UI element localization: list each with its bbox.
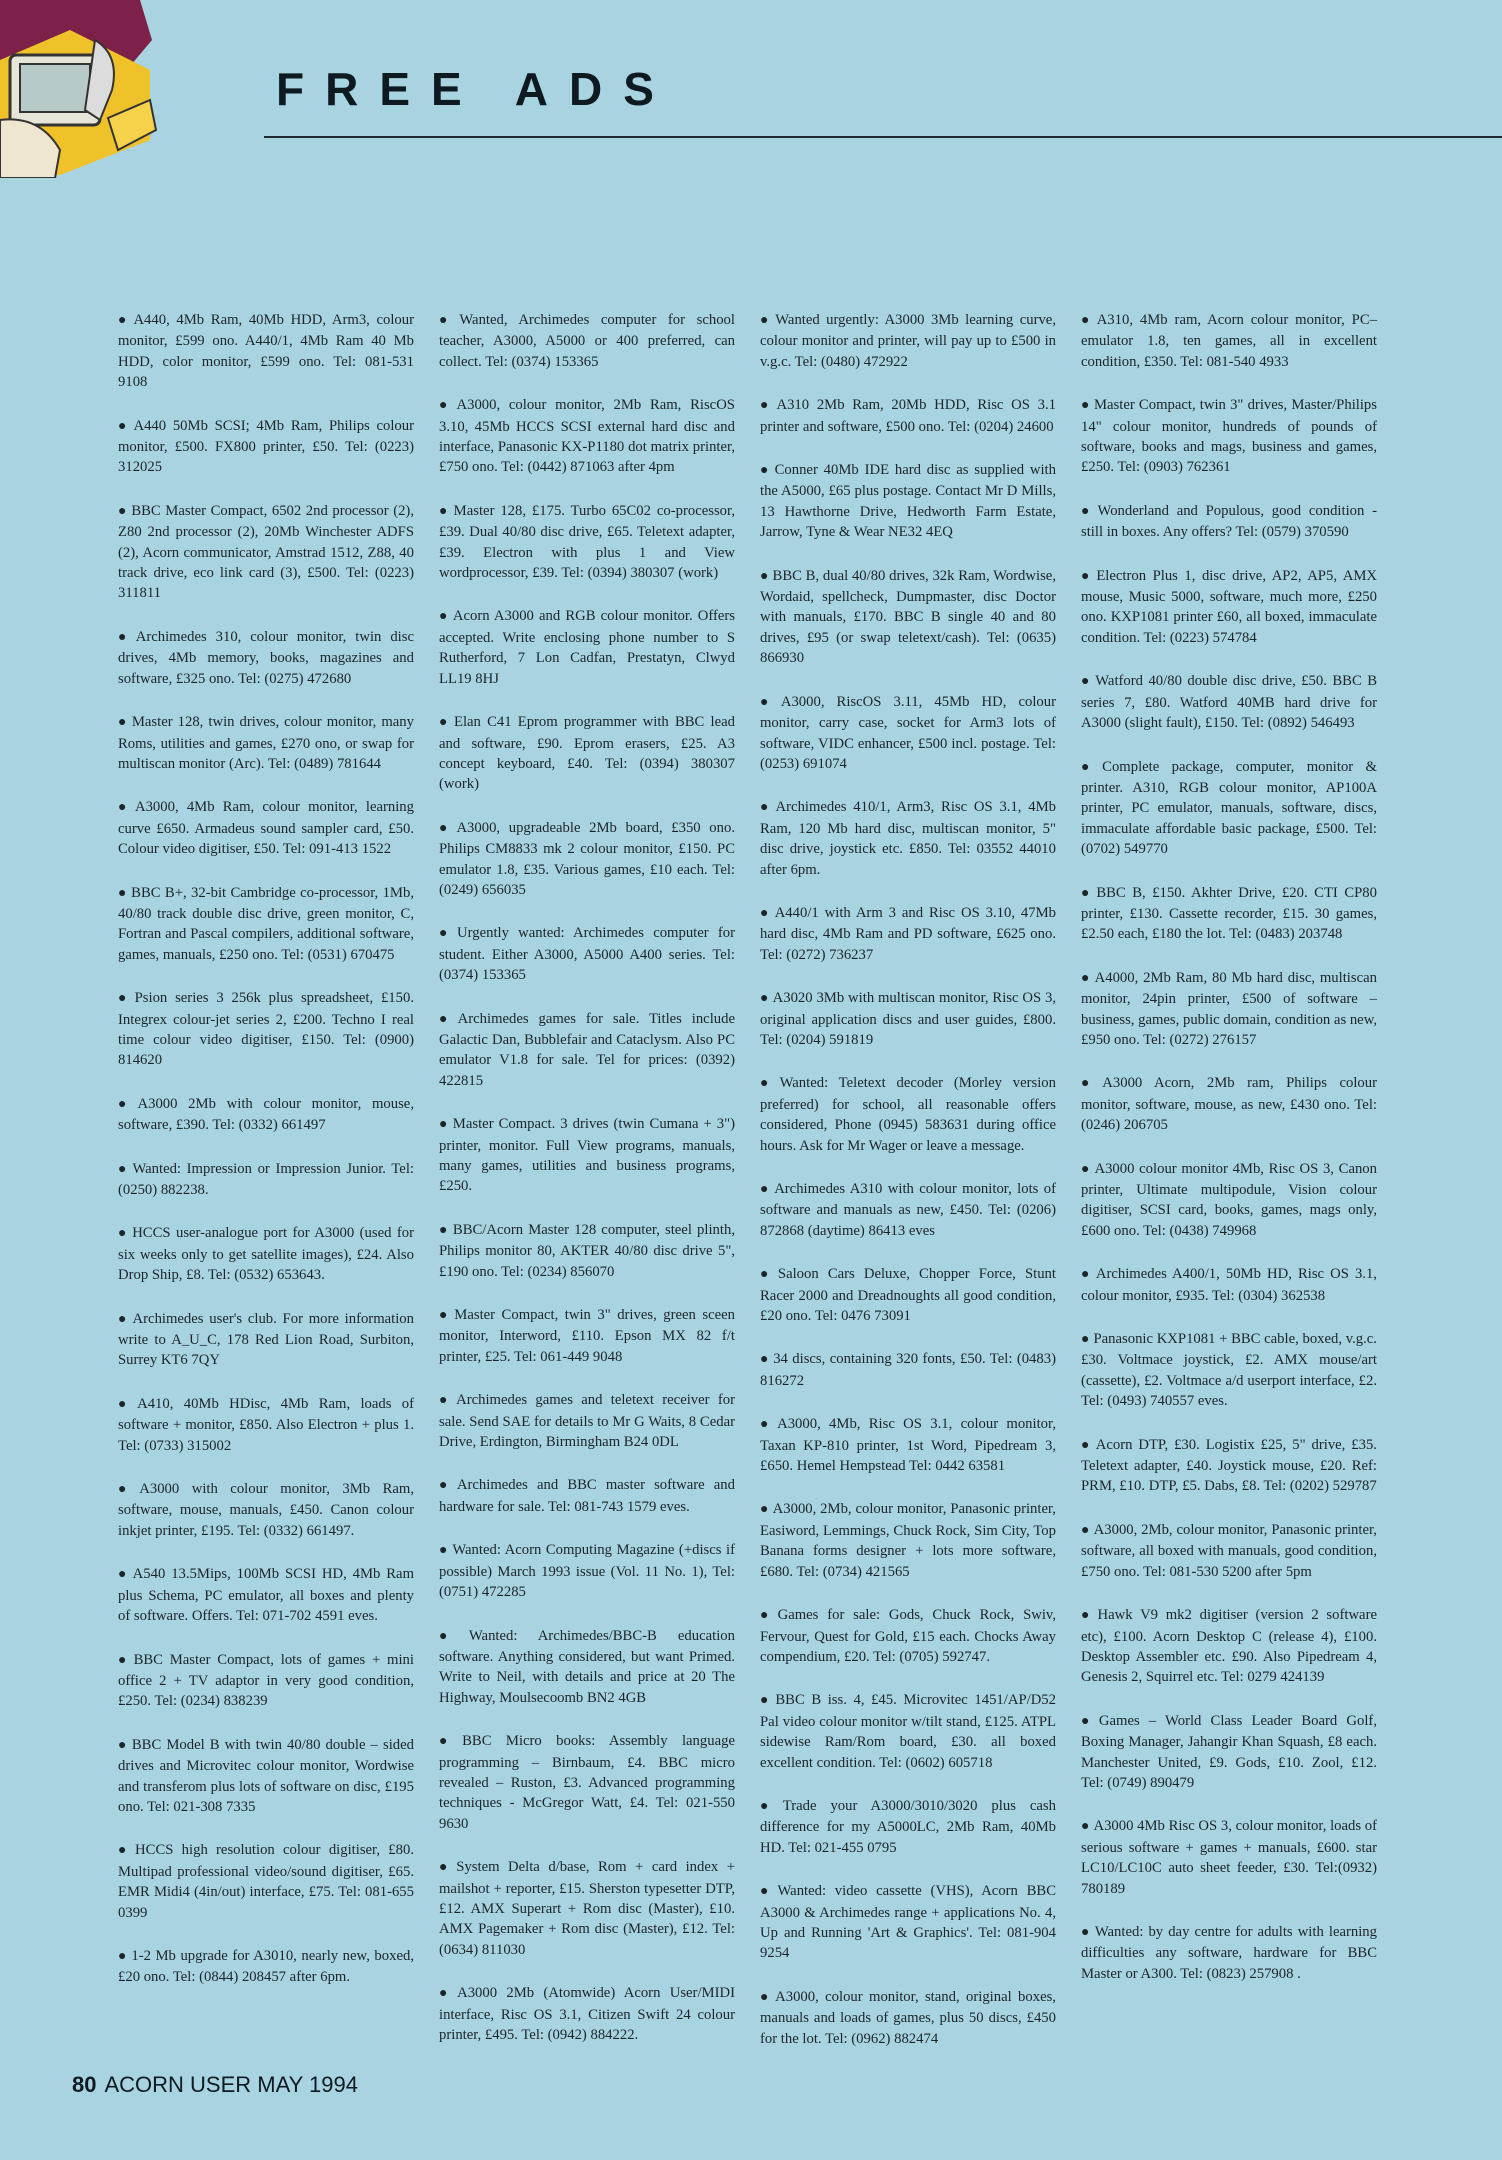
ad-text: Master Compact, twin 3" drives, green sceen monitor, Interword, £110. Epson MX 82 f/t printer, £25. Tel: 061-449 9048 [439,1307,735,1365]
classified-ad [118,310,414,393]
classified-ad [118,1564,414,1626]
bullet-icon: ● [760,905,771,921]
bullet-icon: ● [1081,970,1091,986]
classified-ad [439,923,735,985]
ads-column-3 [760,310,1056,2049]
ad-text: A540 13.5Mips, 100Mb SCSI HD, 4Mb Ram plus Schema, PC emulator, all boxes and plenty of software. Offers. Tel: 071-702 4591 eves. [118,1566,414,1625]
ad-text: A3000 2Mb with colour monitor, mouse, software, £390. Tel: (0332) 661497 [118,1095,414,1134]
ad-text: A310, 4Mb ram, Acorn colour monitor, PC– emulator 1.8, ten games, all in excellent condition, £350. Tel: 081-540 4933 [1081,312,1377,370]
classified-ad [439,310,735,372]
ad-text: HCCS high resolution colour digitiser, £80. Multipad professional video/sound digitiser, £65. EMR Midi4 (4in/out) interface, £75. Tel: 081-655 0399 [118,1842,414,1921]
ad-text: System Delta d/base, Rom + card index + mailshot + reporter, £15. Sherston typesetter DTP, £12. AMX Superart + Rom disc (Master), £10. AMX Pagemaker + Rom disc (Master), £12. Tel: (0634) 811030 [439,1859,735,1958]
ad-text: Archimedes games and teletext receiver for sale. Send SAE for details to Mr G Waits, 8 Cedar Drive, Erdington, Birmingham B24 0DL [439,1392,735,1451]
classified-ad [118,1159,414,1201]
ad-text: A3000, colour monitor, stand, original boxes, manuals and loads of games, plus 50 discs, £450 for the lot. Tel: (0962) 882474 [760,1988,1056,2047]
bullet-icon: ● [1081,568,1093,584]
bullet-icon: ● [1081,885,1093,901]
classified-ad [1081,1605,1377,1688]
classified-ad [439,1114,735,1197]
classified-ad [1081,395,1377,478]
bullet-icon: ● [118,1161,129,1177]
bullet-icon: ● [1081,674,1092,690]
ad-text: Urgently wanted: Archimedes computer for student. Either A3000, A5000 A400 series. Tel: (0374) 153365 [439,925,735,984]
bullet-icon: ● [1081,1437,1092,1453]
ad-text: BBC B+, 32-bit Cambridge co-processor, 1Mb, 40/80 track double disc drive, green monitor, C, Fortran and Pascal compilers, additional software, games, manuals, £250 ono. Tel: (0531) 670475 [118,884,414,963]
classified-ad [1081,1520,1377,1582]
classified-ad [1081,757,1377,860]
bullet-icon: ● [760,1989,772,2005]
ad-text: Hawk V9 mk2 digitiser (version 2 software etc), £100. Acorn Desktop C (release 4), £100. Desktop Assembler etc. £90. Also Pipedream 4, Genesis 2, Squirrel etc. Tel: 0279 424139 [1081,1607,1377,1686]
bullet-icon: ● [118,1567,129,1583]
ad-text: Conner 40Mb IDE hard disc as supplied with the A5000, £65 plus postage. Contact Mr D Mills, 13 Hawthorne Drive, Hedworth Farm Estate, Jarrow, Tyne & Wear NE32 4EQ [760,462,1056,541]
bullet-icon: ● [439,503,450,519]
ad-text: Archimedes user's club. For more information write to A_U_C, 178 Red Lion Road, Surbiton, Surrey KT6 7QY [118,1310,414,1369]
bullet-icon: ● [118,715,128,731]
classified-ad [1081,1711,1377,1794]
ad-text: A410, 40Mb HDisc, 4Mb Ram, loads of software + monitor, £850. Also Electron + plus 1. Tel: (0733) 315002 [118,1395,414,1454]
bullet-icon: ● [439,1393,453,1409]
ad-text: A3000 Acorn, 2Mb ram, Philips colour monitor, software, mouse, as new, £430 ono. Tel: (0246) 206705 [1081,1075,1377,1134]
ad-text: A3000, 4Mb, Risc OS 3.1, colour monitor, Taxan KP-810 printer, 1st Word, Pipedream 3, £650. Hemel Hempstead Tel: 0442 63581 [760,1416,1056,1475]
classified-ad [439,395,735,478]
classified-ad [439,1009,735,1092]
bullet-icon: ● [1081,503,1094,519]
classified-ad [118,1479,414,1541]
bullet-icon: ● [760,1502,769,1518]
bullet-icon: ● [118,1948,128,1964]
bullet-icon: ● [760,1798,779,1814]
classified-ad [1081,566,1377,649]
ad-text: Master 128, £175. Turbo 65C02 co-processor, £39. Dual 40/80 disc drive, £65. Teletext adapter, £39. Electron with plus 1 and View wordprocessor, £39. Tel: (0394) 380307 (work) [439,502,735,582]
ad-text: Wanted: Impression or Impression Junior. Tel: (0250) 882238. [118,1160,414,1198]
bullet-icon: ● [1081,313,1093,328]
bullet-icon: ● [439,715,450,731]
ad-text: Panasonic KXP1081 + BBC cable, boxed, v.g.c. £30. Voltmace joystick, £2. AMX mouse/art (cassette), £2. Voltmace a/d userport interface, £2. Tel: (0493) 740557 eves. [1081,1331,1377,1410]
classified-ad [118,1394,414,1456]
bullet-icon: ● [760,463,771,479]
classified-ad [760,460,1056,543]
bullet-icon: ● [118,1737,128,1753]
bullet-icon: ● [439,926,453,942]
bullet-icon: ● [118,1482,136,1498]
bullet-icon: ● [760,1417,774,1433]
ad-text: Acorn DTP, £30. Logistix £25, 5" drive, £35. Teletext adapter, £40. Joystick mouse, £20. Ref: PRM, £10. DTP, £5. Dabs, £8. Tel: (0202) 529787 [1081,1436,1377,1495]
ad-text: Master Compact. 3 drives (twin Cumana + 3") printer, monitor. Full View programs, manuals, many games, utilities and business programs, £250. [439,1116,735,1195]
ad-text: Archimedes and BBC master software and hardware for sale. Tel: 081-743 1579 eves. [439,1477,735,1515]
classified-ad [760,1349,1056,1391]
bullet-icon: ● [760,1608,774,1624]
classified-ad [118,627,414,689]
classified-ad [118,1223,414,1285]
ad-text: Master 128, twin drives, colour monitor, many Roms, utilities and games, £270 ono, or swap for multiscan monitor (Arc). Tel: (0489) 781644 [118,714,414,772]
bullet-icon: ● [1081,1332,1090,1348]
ads-column-1 [118,310,414,2049]
bullet-icon: ● [118,313,130,328]
bullet-icon: ● [760,398,773,414]
bullet-icon: ● [118,1843,132,1859]
ad-text: A3000, 2Mb, colour monitor, Panasonic printer, Easiword, Lemmings, Chuck Rock, Sim City, Top Banana forms designer + lots more software, £680. Tel: (0734) 421565 [760,1501,1056,1580]
ad-text: BBC Master Compact, 6502 2nd processor (2), Z80 2nd processor (2), 20Mb Winchester ADFS (2), Acorn communicator, Amstrad 1512, Z88, 40 track drive, eco link card (3), £500. Tel: (0223) 311811 [118,502,414,602]
classified-ad [439,818,735,901]
page-footer [72,2072,358,2098]
ad-text: Wanted, Archimedes computer for school teacher, A3000, A5000 or 400 preferred, can collect. Tel: (0374) 153365 [439,312,735,370]
ad-text: 34 discs, containing 320 fonts, £50. Tel: (0483) 816272 [760,1351,1056,1389]
bullet-icon: ● [439,1734,459,1750]
bullet-icon: ● [118,991,131,1007]
ad-text: A3000, 4Mb Ram, colour monitor, learning curve £650. Armadeus sound sampler card, £50. Colour video digitiser, £50. Tel: 091-413 1522 [118,799,414,858]
classified-ad [760,1414,1056,1476]
clipart-illustration [0,0,160,178]
classified-ad [760,395,1056,437]
classified-ad [118,1840,414,1923]
classified-ad [1081,1816,1377,1899]
ad-text: A440 50Mb SCSI; 4Mb Ram, Philips colour monitor, £500. FX800 printer, £50. Tel: (0223) 312025 [118,417,414,476]
ad-text: BBC B, dual 40/80 drives, 32k Ram, Wordwise, Wordaid, spellcheck, Dumpmaster, disc Doctor with manuals, £170. BBC B single 40 and 80 drives, £95 (or swap teletext/cash). Tel: (0635) 866930 [760,567,1056,667]
classified-ad [760,903,1056,965]
classified-ad [760,566,1056,669]
ads-column-4 [1081,310,1377,2049]
bullet-icon: ● [1081,1924,1091,1940]
publication-name: ACORN USER MAY 1994 [104,2072,358,2097]
classified-ad [118,501,414,604]
classified-ad [1081,883,1377,945]
classified-ad [118,1735,414,1818]
bullet-icon: ● [439,1628,465,1644]
bullet-icon: ● [760,568,769,584]
classified-ad [1081,1073,1377,1135]
bullet-icon: ● [439,1117,449,1133]
classified-ad [760,310,1056,372]
ad-text: A3000, upgradeable 2Mb board, £350 ono. Philips CM8833 mk 2 colour monitor, £150. PC emulator 1.8, £35. Various games, £10 each. Tel: (0249) 656035 [439,819,735,898]
ad-text: A3020 3Mb with multiscan monitor, Risc OS 3, original application discs and user guides, £800. Tel: (0204) 591819 [760,990,1056,1048]
classified-ad [118,712,414,774]
bullet-icon: ● [439,398,453,414]
bullet-icon: ● [118,1396,134,1412]
bullet-icon: ● [1081,759,1099,775]
classified-ad [439,1983,735,2045]
ad-text: A440/1 with Arm 3 and Risc OS 3.10, 47Mb hard disc, 4Mb Ram and PD software, £625 ono. Tel: (0272) 736237 [760,904,1056,963]
classified-ad [1081,1435,1377,1497]
bullet-icon: ● [760,991,769,1007]
classified-ad [439,606,735,689]
ad-text: Wanted: video cassette (VHS), Acorn BBC A3000 & Archimedes range + applications No. 4, Up and Running 'Art & Graphics'. Tel: 081-904 9254 [760,1883,1056,1962]
classified-ad [760,988,1056,1050]
bullet-icon: ● [1081,1713,1095,1729]
classified-ad [439,501,735,584]
ad-text: BBC Master Compact, lots of games + mini office 2 + TV adaptor in very good condition, £250. Tel: (0234) 838239 [118,1651,414,1710]
ad-text: Wanted: Acorn Computing Magazine (+discs if possible) March 1993 issue (Vol. 11 No. 1), Tel: (0751) 472285 [439,1542,735,1601]
bullet-icon: ● [439,1478,453,1494]
classified-ad [1081,1159,1377,1242]
bullet-icon: ● [1081,1608,1094,1624]
bullet-icon: ● [1081,1267,1092,1283]
classified-ad [118,988,414,1071]
bullet-icon: ● [760,694,777,710]
ads-column-2 [439,310,735,2049]
classified-ad [760,1881,1056,1964]
ad-text: Archimedes games for sale. Titles include Galactic Dan, Bubblefair and Cataclysm. Also PC emulator V1.8 for sale. Tel for prices: (0392) 422815 [439,1010,735,1089]
bullet-icon: ● [760,1884,774,1900]
classified-ad [118,1650,414,1712]
bullet-icon: ● [118,1652,130,1668]
classified-ad [439,1305,735,1367]
bullet-icon: ● [439,609,449,625]
ad-text: A3000 with colour monitor, 3Mb Ram, software, mouse, manuals, £450. Canon colour inkjet printer, £195. Tel: (0332) 661497. [118,1481,414,1539]
bullet-icon: ● [760,1076,776,1092]
ad-text: BBC B, £150. Akhter Drive, £20. CTI CP80 printer, £130. Cassette recorder, £15. 30 games, £2.50 each, £180 the lot. Tel: (0483) 203748 [1081,884,1377,943]
classified-ad [760,1690,1056,1773]
bullet-icon: ● [118,629,132,645]
bullet-icon: ● [118,1226,129,1242]
classified-ad [118,1946,414,1988]
classified-ad [439,1390,735,1452]
ad-text: Acorn A3000 and RGB colour monitor. Offers accepted. Write enclosing phone number to S Rutherford, 7 Lon Cadfan, Prestatyn, Clwyd LL19 8HJ [439,608,735,687]
ad-text: 1-2 Mb upgrade for A3010, nearly new, boxed, £20 ono. Tel: (0844) 208457 after 6pm. [118,1947,414,1986]
classified-ad [118,883,414,966]
classified-ad [760,692,1056,775]
bullet-icon: ● [1081,1076,1099,1092]
classified-ad [1081,501,1377,543]
bullet-icon: ● [760,1352,770,1368]
classified-ad [760,1264,1056,1326]
classified-ad [1081,1329,1377,1412]
classified-ad [439,1220,735,1282]
classified-ad [118,797,414,859]
bullet-icon: ● [1081,1522,1090,1538]
ad-text: A3000 4Mb Risc OS 3, colour monitor, loads of serious software + games + manuals, £600. star LC10/LC10C auto sheet feeder, £30. Tel:(0932) 780189 [1081,1818,1377,1897]
ad-text: Wanted: by day centre for adults with learning difficulties any software, hardware for BBC Master or A300. Tel: (0823) 257908 . [1081,1923,1377,1982]
page-title: FREE ADS [276,63,675,115]
bullet-icon: ● [439,313,456,328]
page-number: 80 [72,2072,97,2097]
ad-text: Wanted: Teletext decoder (Morley version preferred) for school, all reasonable offers considered, Phone (0945) 583631 during office hours. Ask for Mr Wager or leave a message. [760,1075,1056,1154]
classified-ad [439,712,735,795]
classified-ad [1081,671,1377,733]
ad-text: A4000, 2Mb Ram, 80 Mb hard disc, multiscan monitor, 24pin printer, £500 of software – business, games, public domain, condition as new, £950 ono. Tel: (0272) 276157 [1081,969,1378,1048]
bullet-icon: ● [439,1986,454,2002]
ad-text: Archimedes 410/1, Arm3, Risc OS 3.1, 4Mb Ram, 120 Mb hard disc, multiscan monitor, 5" disc drive, joystick etc. £850. Tel: 03552 44010 after 6pm. [760,799,1056,878]
ad-text: A3000 2Mb (Atomwide) Acorn User/MIDI interface, Risc OS 3.1, Citizen Swift 24 colour printer, £495. Tel: (0942) 884222. [439,1985,735,2043]
title-rule [264,136,1502,138]
ad-text: A3000, colour monitor, 2Mb Ram, RiscOS 3.10, 45Mb HCCS SCSI external hard disc and interface, Panasonic KX-P1180 dot matrix printer, £750 ono. Tel: (0442) 871063 after 4pm [439,397,735,476]
ad-text: A310 2Mb Ram, 20Mb HDD, Risc OS 3.1 printer and software, £500 ono. Tel: (0204) 24600 [760,397,1056,435]
bullet-icon: ● [439,1543,449,1559]
ad-text: Games – World Class Leader Board Golf, Boxing Manager, Jahangir Khan Squash, £8 each. Manchester United, £9. Gods, £10. Zool, £12. Tel: (0749) 890479 [1081,1712,1377,1791]
bullet-icon: ● [118,418,130,434]
bullet-icon: ● [118,1311,129,1327]
ad-text: Games for sale: Gods, Chuck Rock, Swiv, Fervour, Quest for Gold, £15 each. Chocks Away compendium, £20. Tel: (0705) 592747. [760,1607,1056,1665]
ad-text: Complete package, computer, monitor & printer. A310, RGB colour monitor, AP100A printer, PC emulator, manuals, software, discs, immaculate affordable basic package, £500. Tel: (0702) 549770 [1081,758,1377,858]
ad-text: Trade your A3000/3010/3020 plus cash difference for my A5000LC, 2Mb Ram, 40Mb HD. Tel: 021-455 0795 [760,1797,1056,1856]
ad-text: A3000, RiscOS 3.11, 45Mb HD, colour monitor, carry case, socket for Arm3 lots of software, VIDC enhancer, £500 incl. postage. Tel: (0253) 691074 [760,693,1056,772]
bullet-icon: ● [1081,1161,1091,1177]
ad-text: Wonderland and Populous, good condition - still in boxes. Any offers? Tel: (0579) 370590 [1081,502,1377,541]
classified-ad [760,1987,1056,2049]
bullet-icon: ● [118,1096,134,1112]
classified-ad [439,1540,735,1602]
classified-ad [118,1094,414,1136]
classified-ad [439,1857,735,1960]
classified-ad [760,1605,1056,1667]
classified-ad [760,1073,1056,1156]
classified-ad [760,797,1056,880]
classified-ad [439,1626,735,1709]
ad-text: A3000 colour monitor 4Mb, Risc OS 3, Canon printer, Ultimate multipodule, Vision colour digitiser, SCSI card, books, games, mags only, £600 ono. Tel: (0438) 749968 [1081,1160,1377,1239]
bullet-icon: ● [118,885,128,901]
bullet-icon: ● [439,820,453,836]
classified-ad [118,416,414,478]
bullet-icon: ● [760,1693,772,1709]
bullet-icon: ● [439,1860,453,1876]
ads-columns [118,310,1377,2049]
bullet-icon: ● [1081,398,1090,414]
classified-ad [1081,1264,1377,1306]
ad-text: Elan C41 Eprom programmer with BBC lead and software, £90. Eprom erasers, £25. A3 concept keyboard, £40. Tel: (0394) 380307 (work) [439,714,735,793]
ad-text: Saloon Cars Deluxe, Chopper Force, Stunt Racer 2000 and Dreadnoughts all good condition, £20 ono. Tel: 0476 73091 [760,1266,1056,1325]
ad-text: BBC Model B with twin 40/80 double – sided drives and Microvitec colour monitor, Wordwise and transferom plus lots of software on disc, £195 ono. Tel: 021-308 7335 [118,1736,414,1815]
bullet-icon: ● [118,503,128,519]
ad-text: Wanted urgently: A3000 3Mb learning curve, colour monitor and printer, will pay up to £500 in v.g.c. Tel: (0480) 472922 [760,312,1056,370]
ad-text: Archimedes A400/1, 50Mb HD, Risc OS 3.1, colour monitor, £935. Tel: (0304) 362538 [1081,1266,1377,1304]
ad-text: Archimedes 310, colour monitor, twin disc drives, 4Mb memory, books, magazines and software, £325 ono. Tel: (0275) 472680 [118,628,414,687]
bullet-icon: ● [439,1011,454,1027]
bullet-icon: ● [760,313,772,328]
classified-ad [118,1309,414,1371]
ad-text: A440, 4Mb Ram, 40Mb HDD, Arm3, colour monitor, £599 ono. A440/1, 4Mb Ram 40 Mb HDD, color monitor, £599 ono. Tel: 081-531 9108 [118,312,414,391]
bullet-icon: ● [439,1308,451,1324]
classified-ad [1081,310,1377,372]
bullet-icon: ● [760,1267,774,1283]
bullet-icon: ● [439,1222,449,1238]
bullet-icon: ● [1081,1819,1090,1835]
ad-text: Watford 40/80 double disc drive, £50. BBC B series 7, £80. Watford 40MB hard drive for A3000 (slight fault), £150. Tel: (0892) 546493 [1081,673,1377,732]
bullet-icon: ● [118,800,131,816]
ad-text: Master Compact, twin 3" drives, Master/Philips 14" colour monitor, hundreds of pounds of software, books and mags, business and games, £250. Tel: (0903) 762361 [1081,397,1377,476]
ad-text: Archimedes A310 with colour monitor, lots of software and manuals as new, £450. Tel: (0206) 872868 (daytime) 86413 eves [760,1181,1056,1239]
ad-text: BBC B iss. 4, £45. Microvitec 1451/AP/D52 Pal video colour monitor w/tilt stand, £125. ATPL sidewise Ram/Rom board, £30. all boxed excellent condition. Tel: (0602) 605718 [760,1692,1056,1771]
classified-ad [1081,1922,1377,1984]
classified-ad [760,1796,1056,1858]
ad-text: BBC Micro books: Assembly language programming – Birnbaum, £4. BBC micro revealed – Ruston, £3. Advanced programming techniques - McGregor Watt, £4. Tel: 021-550 9630 [439,1733,735,1832]
classified-ad [439,1475,735,1517]
classified-ad [760,1179,1056,1241]
bullet-icon: ● [760,1182,771,1197]
classified-ad [1081,968,1377,1051]
ad-text: A3000, 2Mb, colour monitor, Panasonic printer, software, all boxed with manuals, good condition, £750 ono. Tel: 081-530 5200 after 5pm [1081,1521,1377,1580]
bullet-icon: ● [760,800,772,816]
ad-text: Electron Plus 1, disc drive, AP2, AP5, AMX mouse, Music 5000, software, much more, £250 ono. KXP1081 printer £60, all boxed, immaculate condition. Tel: (0223) 574784 [1081,567,1377,646]
ad-text: BBC/Acorn Master 128 computer, steel plinth, Philips monitor 80, AKTER 40/80 disc drive 5", £190 ono. Tel: (0234) 856070 [439,1221,735,1280]
ad-text: Psion series 3 256k plus spreadsheet, £150. Integrex colour-jet series 2, £200. Techno I real time colour video digitiser, £150. Tel: (0900) 814620 [118,990,414,1069]
classified-ad [439,1731,735,1834]
classified-ad [760,1499,1056,1582]
ad-text: HCCS user-analogue port for A3000 (used for six weeks only to get satellite images), £24. Also Drop Ship, £8. Tel: (0532) 653643. [118,1225,414,1284]
ad-text: Wanted: Archimedes/BBC-B education software. Anything considered, but want Primed. Write to Neil, with details and price at 20 The Highway, Moulsecoomb BN2 4GB [439,1627,735,1706]
